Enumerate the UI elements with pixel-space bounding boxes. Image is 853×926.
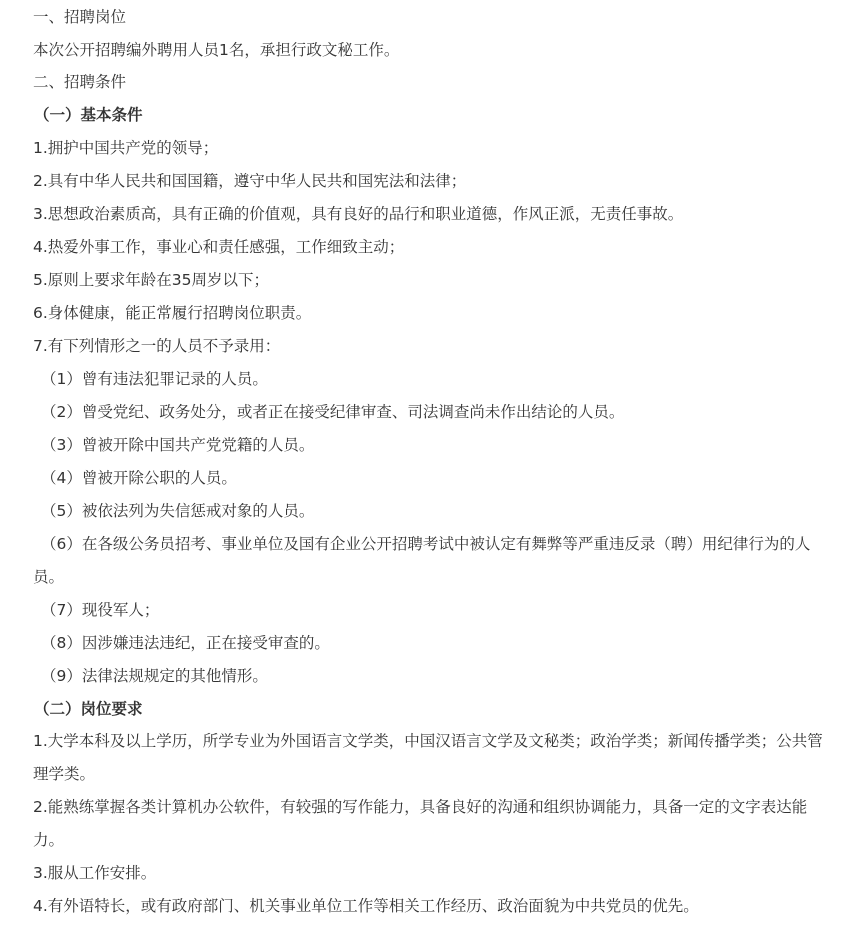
excluded-item: （7）现役军人； bbox=[41, 601, 160, 619]
excluded-item: （9）法律法规规定的其他情形。 bbox=[41, 667, 268, 685]
excluded-item: （5）被依法列为失信惩戒对象的人员。 bbox=[41, 502, 315, 520]
excluded-item: （2）曾受党纪、政务处分，或者正在接受纪律审查、司法调查尚未作出结论的人员。 bbox=[41, 403, 625, 421]
basic-item: 7.有下列情形之一的人员不予录用： bbox=[33, 337, 281, 355]
excluded-item: （6）在各级公务员招考、事业单位及国有企业公开招聘考试中被认定有舞弊等严重违反录（聘）用纪律行为的人员。 bbox=[33, 535, 811, 586]
post-item: 2.能熟练掌握各类计算机办公软件，有较强的写作能力，具备良好的沟通和组织协调能力，具备一定的文字表达能力。 bbox=[33, 798, 808, 849]
excluded-item: （3）曾被开除中国共产党党籍的人员。 bbox=[41, 436, 315, 454]
section-heading-positions: 一、招聘岗位 bbox=[33, 8, 127, 26]
excluded-item: （8）因涉嫌违法违纪，正在接受审查的。 bbox=[41, 634, 330, 652]
basic-item: 1.拥护中国共产党的领导； bbox=[33, 139, 219, 157]
positions-text: 本次公开招聘编外聘用人员1名，承担行政文秘工作。 bbox=[33, 41, 400, 59]
post-item: 3.服从工作安排。 bbox=[33, 864, 157, 882]
post-requirements-heading: （二）岗位要求 bbox=[34, 700, 143, 718]
basic-item: 3.思想政治素质高，具有正确的价值观，具有良好的品行和职业道德，作风正派，无责任事故。 bbox=[33, 205, 684, 223]
basic-item: 6.身体健康，能正常履行招聘岗位职责。 bbox=[33, 304, 312, 322]
post-item: 4.有外语特长，或有政府部门、机关事业单位工作等相关工作经历、政治面貌为中共党员的优先。 bbox=[33, 897, 699, 915]
basic-item: 4.热爱外事工作，事业心和责任感强，工作细致主动； bbox=[33, 238, 405, 256]
post-item: 1.大学本科及以上学历，所学专业为外国语言文学类，中国汉语言文学及文秘类；政治学类；新闻传播学类；公共管理学类。 bbox=[33, 732, 823, 783]
basic-conditions-heading: （一）基本条件 bbox=[34, 106, 143, 124]
basic-item: 2.具有中华人民共和国国籍，遵守中华人民共和国宪法和法律； bbox=[33, 172, 467, 190]
section-heading-conditions: 二、招聘条件 bbox=[33, 73, 127, 91]
excluded-item: （4）曾被开除公职的人员。 bbox=[41, 469, 237, 487]
excluded-item: （1）曾有违法犯罪记录的人员。 bbox=[41, 370, 268, 388]
basic-item: 5.原则上要求年龄在35周岁以下； bbox=[33, 271, 270, 289]
